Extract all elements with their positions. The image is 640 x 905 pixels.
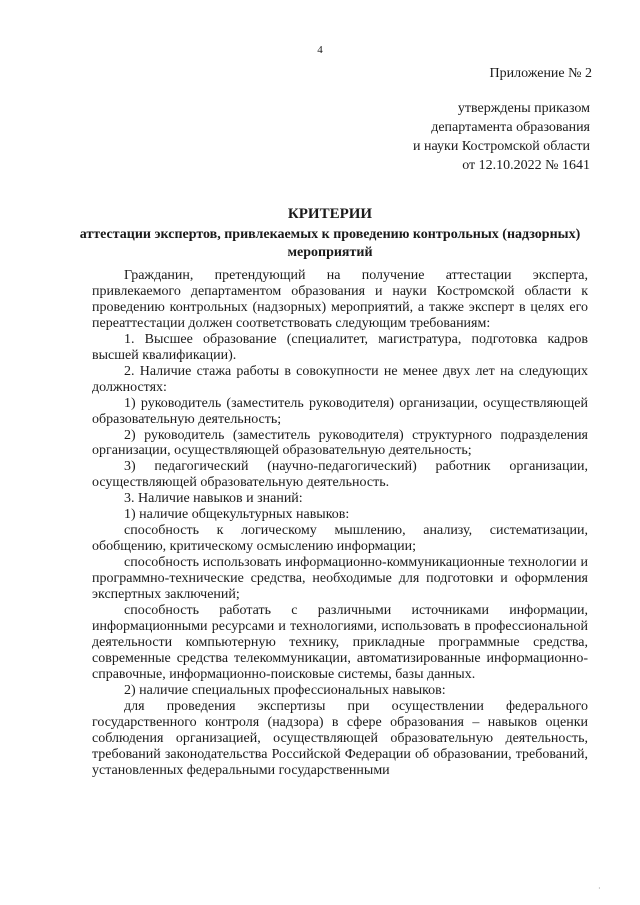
paragraph: Гражданин, претендующий на получение аттестации эксперта, привлекаемого департаментом образования и науки Костромской области к проведению контрольных (надзорных) мероприятий, а также эксперт в целях его переаттестации должен соответствовать следующим требованиям: <box>92 268 588 331</box>
document-subtitle: аттестации экспертов, привлекаемых к проведению контрольных (надзорных) мероприятий <box>79 227 581 260</box>
scan-mark: · <box>598 884 601 893</box>
paragraph: 1) руководитель (заместитель руководителя) организации, осуществляющей образовательную деятельность; <box>92 395 588 427</box>
document-heading <box>60 204 600 262</box>
paragraph: 2) наличие специальных профессиональных навыков: <box>124 682 446 698</box>
approval-block <box>370 64 610 175</box>
approval-line: утверждены приказом <box>457 101 590 116</box>
paragraph: 2. Наличие стажа работы в совокупности не менее двух лет на следующих должностях: <box>92 363 588 395</box>
paragraph: способность использовать информационно-коммуникационные технологии и программно-технические средства, необходимые для подготовки и оформления экспертных заключений; <box>92 555 588 603</box>
document-title: КРИТЕРИИ <box>287 206 373 222</box>
page-number: 4 <box>317 44 323 56</box>
paragraph: 1) наличие общекультурных навыков: <box>124 507 350 523</box>
paragraph: 3. Наличие навыков и знаний: <box>124 491 303 507</box>
approval-line: департамента образования <box>431 120 590 135</box>
paragraph: 1. Высшее образование (специалитет, магистратура, подготовка кадров высшей квалификации). <box>92 331 588 363</box>
paragraph: способность работать с различными источниками информации, информационными ресурсами и технологиями, использовать в профессиональной деятельности компьютерную технику, прикладные программные средства, современные средства телекоммуникации, автоматизированные информационно-справочные, информационно-поисковые системы, базы данных. <box>92 603 588 682</box>
paragraph: способность к логическому мышлению, анализу, систематизации, обобщению, критическому осмыслению информации; <box>92 523 588 555</box>
document-body <box>92 268 588 779</box>
paragraph: 2) руководитель (заместитель руководителя) структурного подразделения организации, осуществляющей образовательную деятельность; <box>92 427 588 459</box>
appendix-label: Приложение № 2 <box>489 66 592 81</box>
approval-line: и науки Костромской области <box>413 139 590 154</box>
paragraph: 3) педагогический (научно-педагогический) работник организации, осуществляющей образовательную деятельность. <box>92 459 588 491</box>
paragraph: для проведения экспертизы при осуществлении федерального государственного контроля (надзора) в сфере образования – навыков оценки соблюдения организацией, осуществляющей образовательную деятельность, требований законодательства Российской Федерации об образовании, требований, установленных федеральными государственными <box>92 698 588 778</box>
approval-line: от 12.10.2022 № 1641 <box>462 158 590 173</box>
